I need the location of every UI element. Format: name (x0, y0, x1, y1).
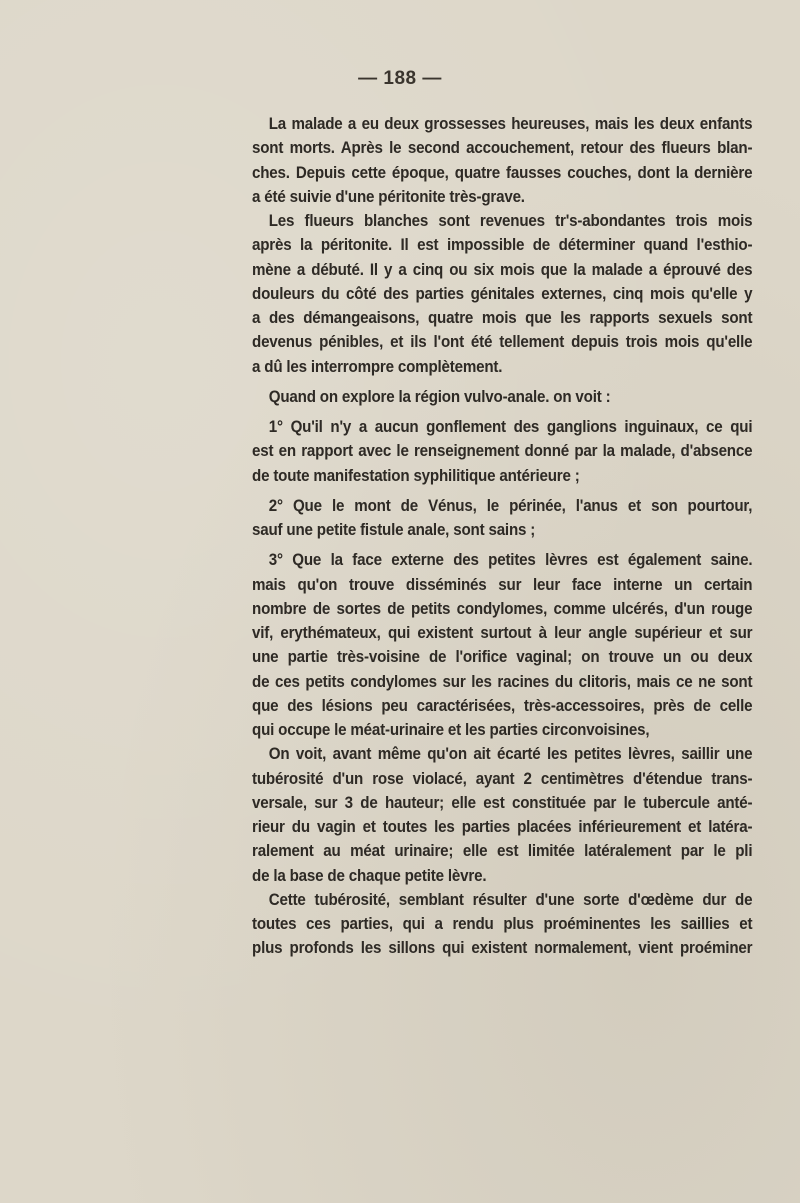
text-line: qui occupe le méat-urinaire et les parties circonvoisines, (252, 721, 650, 739)
text-line: plus profonds les sillons qui existent normalement, vient proéminer (252, 939, 753, 958)
text-line: sont morts. Après le second accouchement, retour des flueurs blan- (252, 139, 753, 158)
text-line: que des lésions peu caractérisées, très-accessoires, près de celle (252, 696, 753, 715)
text-line: de la base de chaque petite lèvre. (252, 866, 487, 885)
text-line: tubérosité d'un rose violacé, ayant 2 centimètres d'étendue trans- (252, 769, 753, 788)
text-line: devenus pénibles, et ils l'ont été tellement depuis trois mois qu'elle (252, 333, 753, 352)
page-number: — 188 — (358, 68, 442, 89)
text-line: nombre de sortes de petits condylomes, comme ulcérés, d'un rouge (252, 599, 753, 618)
text-line: une partie très-voisine de l'orifice vaginal; on trouve un ou deux (252, 648, 753, 667)
text-line: mène a débuté. Il y a cinq ou six mois que la malade a éprouvé des (252, 260, 753, 279)
text-line: est en rapport avec le renseignement donné par la malade, d'absence (252, 442, 753, 461)
text-line: versale, sur 3 de hauteur; elle est constituée par le tubercule anté- (252, 793, 753, 812)
body-text (252, 112, 752, 961)
text-line: sauf une petite fistule anale, sont sains ; (252, 521, 536, 539)
text-line: 2° Que le mont de Vénus, le périnée, l'anus et son pourtour, (268, 496, 753, 515)
text-line: a des démangeaisons, quatre mois que les rapports sexuels sont (252, 309, 753, 327)
text-line: douleurs du côté des parties génitales externes, cinq mois qu'elle y (252, 284, 753, 303)
text-line: Quand on explore la région vulvo-anale. on voit : (268, 387, 611, 406)
text-line: 3° Que la face externe des petites lèvres est également saine. (268, 551, 753, 570)
text-line: La malade a eu deux grossesses heureuses, mais les deux enfants (268, 115, 753, 133)
text-line: après la péritonite. Il est impossible de déterminer quand l'esthio- (252, 236, 753, 255)
text-line: ches. Depuis cette époque, quatre fausses couches, dont la dernière (252, 163, 753, 182)
text-line: Les flueurs blanches sont revenues tr's-abondantes trois mois (268, 212, 753, 230)
text-line: de toute manifestation syphilitique antérieure ; (252, 466, 580, 485)
text-line: a dû les interrompre complètement. (252, 357, 503, 376)
text-line: de ces petits condylomes sur les racines du clitoris, mais ce ne sont (252, 672, 753, 691)
text-line: rieur du vagin et toutes les parties placées inférieurement et latéra- (252, 818, 753, 836)
text-line: ralement au méat urinaire; elle est limitée latéralement par le pli (252, 842, 753, 861)
text-line: 1° Qu'il n'y a aucun gonflement des ganglions inguinaux, ce qui (268, 418, 753, 436)
text-line: a été suivie d'une péritonite très-grave. (252, 187, 525, 206)
text-line: vif, erythémateux, qui existent surtout à leur angle supérieur et sur (252, 624, 753, 642)
text-line: toutes ces parties, qui a rendu plus proéminentes les saillies et (252, 915, 753, 933)
text-line: On voit, avant même qu'on ait écarté les petites lèvres, saillir une (268, 745, 753, 764)
text-line: Cette tubérosité, semblant résulter d'une sorte d'œdème dur de (268, 890, 753, 909)
text-line: mais qu'on trouve disséminés sur leur face interne un certain (252, 575, 753, 594)
